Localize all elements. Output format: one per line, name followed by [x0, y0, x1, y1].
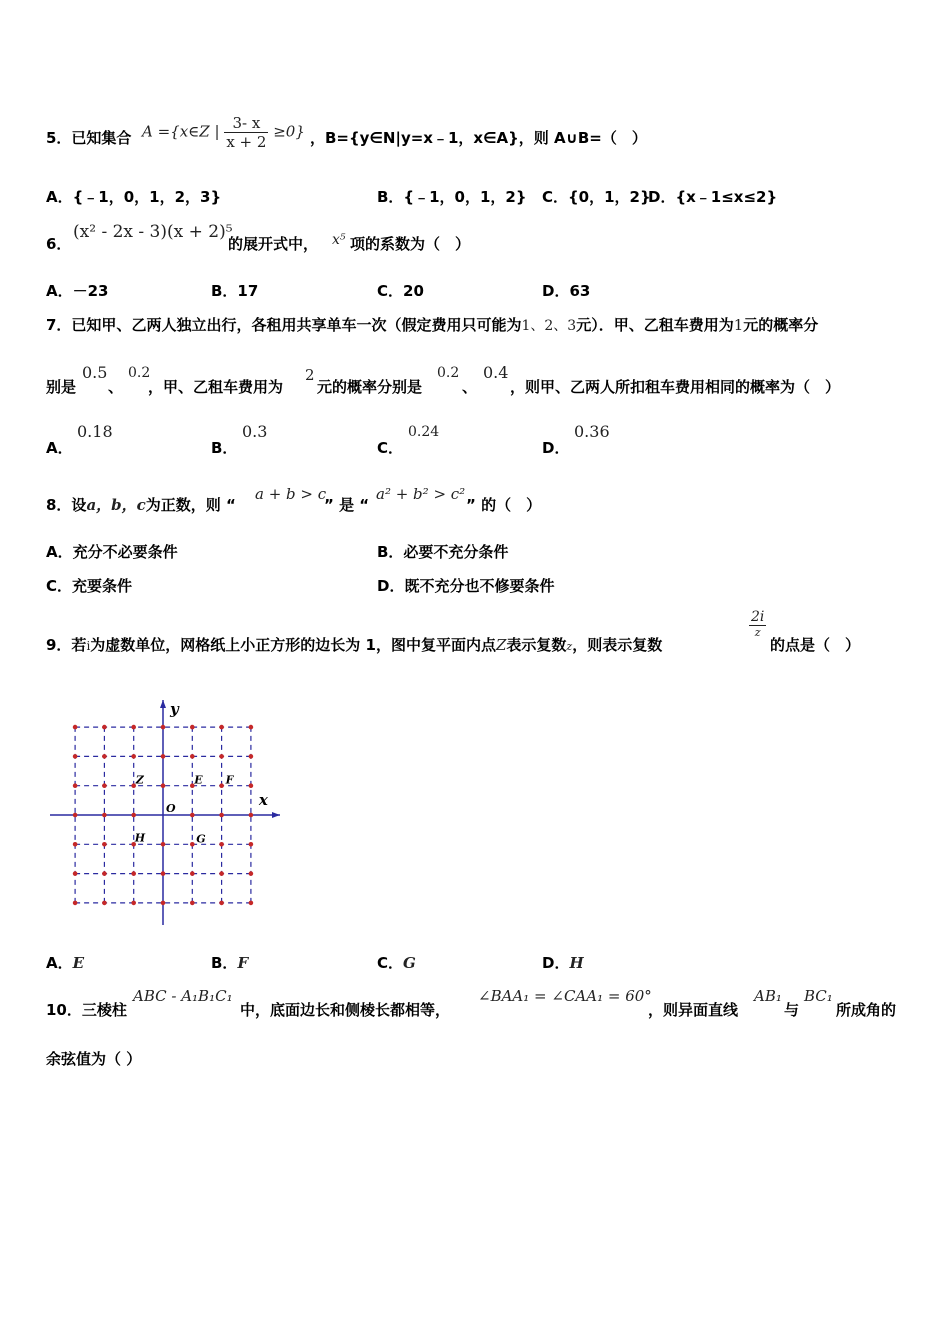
grid-point — [73, 901, 78, 906]
grid-point — [73, 754, 78, 759]
q9-option-b[interactable]: B．F — [211, 954, 249, 972]
q10-prism: ABC - A₁B₁C₁ — [133, 987, 233, 1005]
grid-point — [131, 754, 136, 759]
x-axis-arrow — [272, 812, 280, 818]
q7-sep2: 、 — [462, 378, 478, 396]
q9-text-end: 的点是（ ） — [770, 636, 861, 654]
grid-point — [219, 871, 224, 876]
grid-point — [102, 842, 107, 847]
grid-point — [161, 871, 166, 876]
q6-term: x⁵ — [332, 232, 346, 248]
q8-option-c[interactable]: C．充要条件 — [46, 577, 133, 595]
point-z-label: Z — [135, 773, 144, 787]
q7-line2-mid: ，甲、乙租车费用为 — [148, 378, 284, 396]
q9-fraction: $\frac{2i}{z}$ — [751, 609, 765, 639]
q6-option-c[interactable]: C．20 — [377, 282, 424, 300]
grid-point — [190, 842, 195, 847]
grid-point — [131, 901, 136, 906]
q7-option-c-value: 0.24 — [408, 424, 440, 440]
q7-p1: 0.5 — [82, 363, 108, 382]
grid-point — [190, 871, 195, 876]
grid-point — [219, 725, 224, 730]
q6-option-a[interactable]: A．－23 — [46, 282, 109, 300]
q7-fee2: 2 — [305, 366, 315, 384]
q8-text3: ” 的（ ） — [466, 496, 542, 514]
grid-point — [102, 754, 107, 759]
grid-point — [161, 783, 166, 788]
grid-point — [161, 754, 166, 759]
q10-text: 中，底面边长和侧棱长都相等， — [240, 1001, 451, 1019]
y-axis-label: y — [170, 700, 179, 718]
q6-rest: 项的系数为（ ） — [350, 235, 471, 253]
q7-line2-start: 别是 — [46, 378, 77, 396]
grid-point — [73, 783, 78, 788]
grid-point — [190, 754, 195, 759]
q7-option-b[interactable]: B． — [211, 439, 238, 457]
grid-point — [102, 871, 107, 876]
grid-point — [219, 754, 224, 759]
q10-text2: ，则异面直线 — [648, 1001, 739, 1019]
q8-text: 8．设a，b，c为正数，则 “ — [46, 496, 236, 514]
q7-option-b-value: 0.3 — [242, 422, 268, 441]
grid-point — [249, 725, 254, 730]
grid-point — [249, 871, 254, 876]
q8-text2: ” 是 “ — [324, 496, 370, 514]
q8-cond2: a² + b² > c² — [376, 485, 466, 503]
q10-text4: 所成角的 — [836, 1001, 897, 1019]
grid-point — [219, 783, 224, 788]
q6-number: 6． — [46, 235, 72, 253]
grid-point — [73, 725, 78, 730]
q10-line2: BC₁ — [804, 987, 833, 1005]
grid-point — [73, 842, 78, 847]
q9-option-c[interactable]: C．G — [377, 954, 416, 972]
point-g-label: G — [196, 832, 206, 846]
q7-p4: 0.4 — [483, 363, 509, 382]
q9-text: 9．若i为虚数单位，网格纸上小正方形的边长为 1，图中复平面内点Z表示复数z，则表示复数 — [46, 636, 663, 654]
q7-p3: 0.2 — [437, 365, 460, 381]
grid-point — [219, 813, 224, 818]
q7-option-c[interactable]: C． — [377, 439, 404, 457]
grid-point — [249, 842, 254, 847]
q5-option-d[interactable]: D．{x﹣1≤x≤2} — [648, 188, 778, 206]
q7-option-d[interactable]: D． — [542, 439, 570, 457]
q5-set-a: A ={x∈Z | $\frac{3- x}{x + 2}$ ≥0} — [142, 114, 305, 151]
grid-point — [249, 813, 254, 818]
q7-option-d-value: 0.36 — [574, 422, 610, 441]
grid-point — [131, 813, 136, 818]
q9-option-a[interactable]: A．E — [46, 954, 85, 972]
grid-point — [190, 725, 195, 730]
q8-option-b[interactable]: B．必要不充分条件 — [377, 543, 509, 561]
grid-point — [73, 871, 78, 876]
q5-number: 5．已知集合 — [46, 129, 132, 147]
grid-point — [219, 842, 224, 847]
grid-point — [161, 842, 166, 847]
q7-line1: 7．已知甲、乙两人独立出行，各租用共享单车一次（假定费用只可能为1、2、3元）．甲、乙租车费用为1元的概率分 — [46, 316, 819, 334]
grid-point — [249, 901, 254, 906]
grid-point — [102, 783, 107, 788]
q8-cond1: a + b > c — [255, 485, 327, 503]
grid-point — [219, 901, 224, 906]
grid-point — [190, 813, 195, 818]
q9-complex-plane-graph — [40, 690, 290, 940]
point-f-label: F — [225, 773, 234, 787]
grid-point — [249, 754, 254, 759]
grid-point — [249, 783, 254, 788]
q5-option-c[interactable]: C．{0，1，2} — [542, 188, 651, 206]
grid-point — [131, 871, 136, 876]
grid-point — [190, 901, 195, 906]
q7-option-a-value: 0.18 — [77, 422, 113, 441]
point-e-label: E — [194, 773, 203, 787]
q5-option-b[interactable]: B．{﹣1，0，1，2} — [377, 188, 527, 206]
q6-expression: (x² - 2x - 3)(x + 2)⁵ — [73, 222, 233, 242]
grid-point — [102, 725, 107, 730]
q7-option-a[interactable]: A． — [46, 439, 73, 457]
q10-number: 10．三棱柱 — [46, 1001, 127, 1019]
q8-option-a[interactable]: A．充分不必要条件 — [46, 543, 178, 561]
q7-sep1: 、 — [108, 378, 124, 396]
q8-option-d[interactable]: D．既不充分也不修要条件 — [377, 577, 555, 595]
q6-option-b[interactable]: B．17 — [211, 282, 259, 300]
q10-line1: AB₁ — [754, 987, 782, 1005]
grid-point — [161, 901, 166, 906]
q7-line2-mid2: 元的概率分别是 — [317, 378, 423, 396]
q6-option-d[interactable]: D．63 — [542, 282, 591, 300]
origin-label: O — [166, 802, 176, 815]
grid-point — [102, 901, 107, 906]
x-axis-label: x — [258, 791, 268, 809]
y-axis-arrow — [160, 700, 166, 708]
grid-point — [73, 813, 78, 818]
grid-point — [161, 725, 166, 730]
q5-rest: ，B={y∈N|y=x﹣1，x∈A}，则 A∪B=（ ） — [310, 129, 647, 147]
q5-option-a[interactable]: A．{﹣1，0，1，2，3} — [46, 188, 222, 206]
q7-p2: 0.2 — [128, 365, 151, 381]
q7-line2-end: ，则甲、乙两人所扣租车费用相同的概率为（ ） — [510, 378, 841, 396]
q6-mid-text: 的展开式中， — [228, 235, 319, 253]
q10-text3: 与 — [784, 1001, 800, 1019]
point-h-label: H — [134, 831, 146, 845]
grid-point — [102, 813, 107, 818]
grid-point — [131, 725, 136, 730]
q10-line-2: 余弦值为（ ） — [46, 1050, 142, 1068]
q9-option-d[interactable]: D．H — [542, 954, 584, 972]
q10-angle: ∠BAA₁ = ∠CAA₁ = 60° — [478, 987, 652, 1005]
